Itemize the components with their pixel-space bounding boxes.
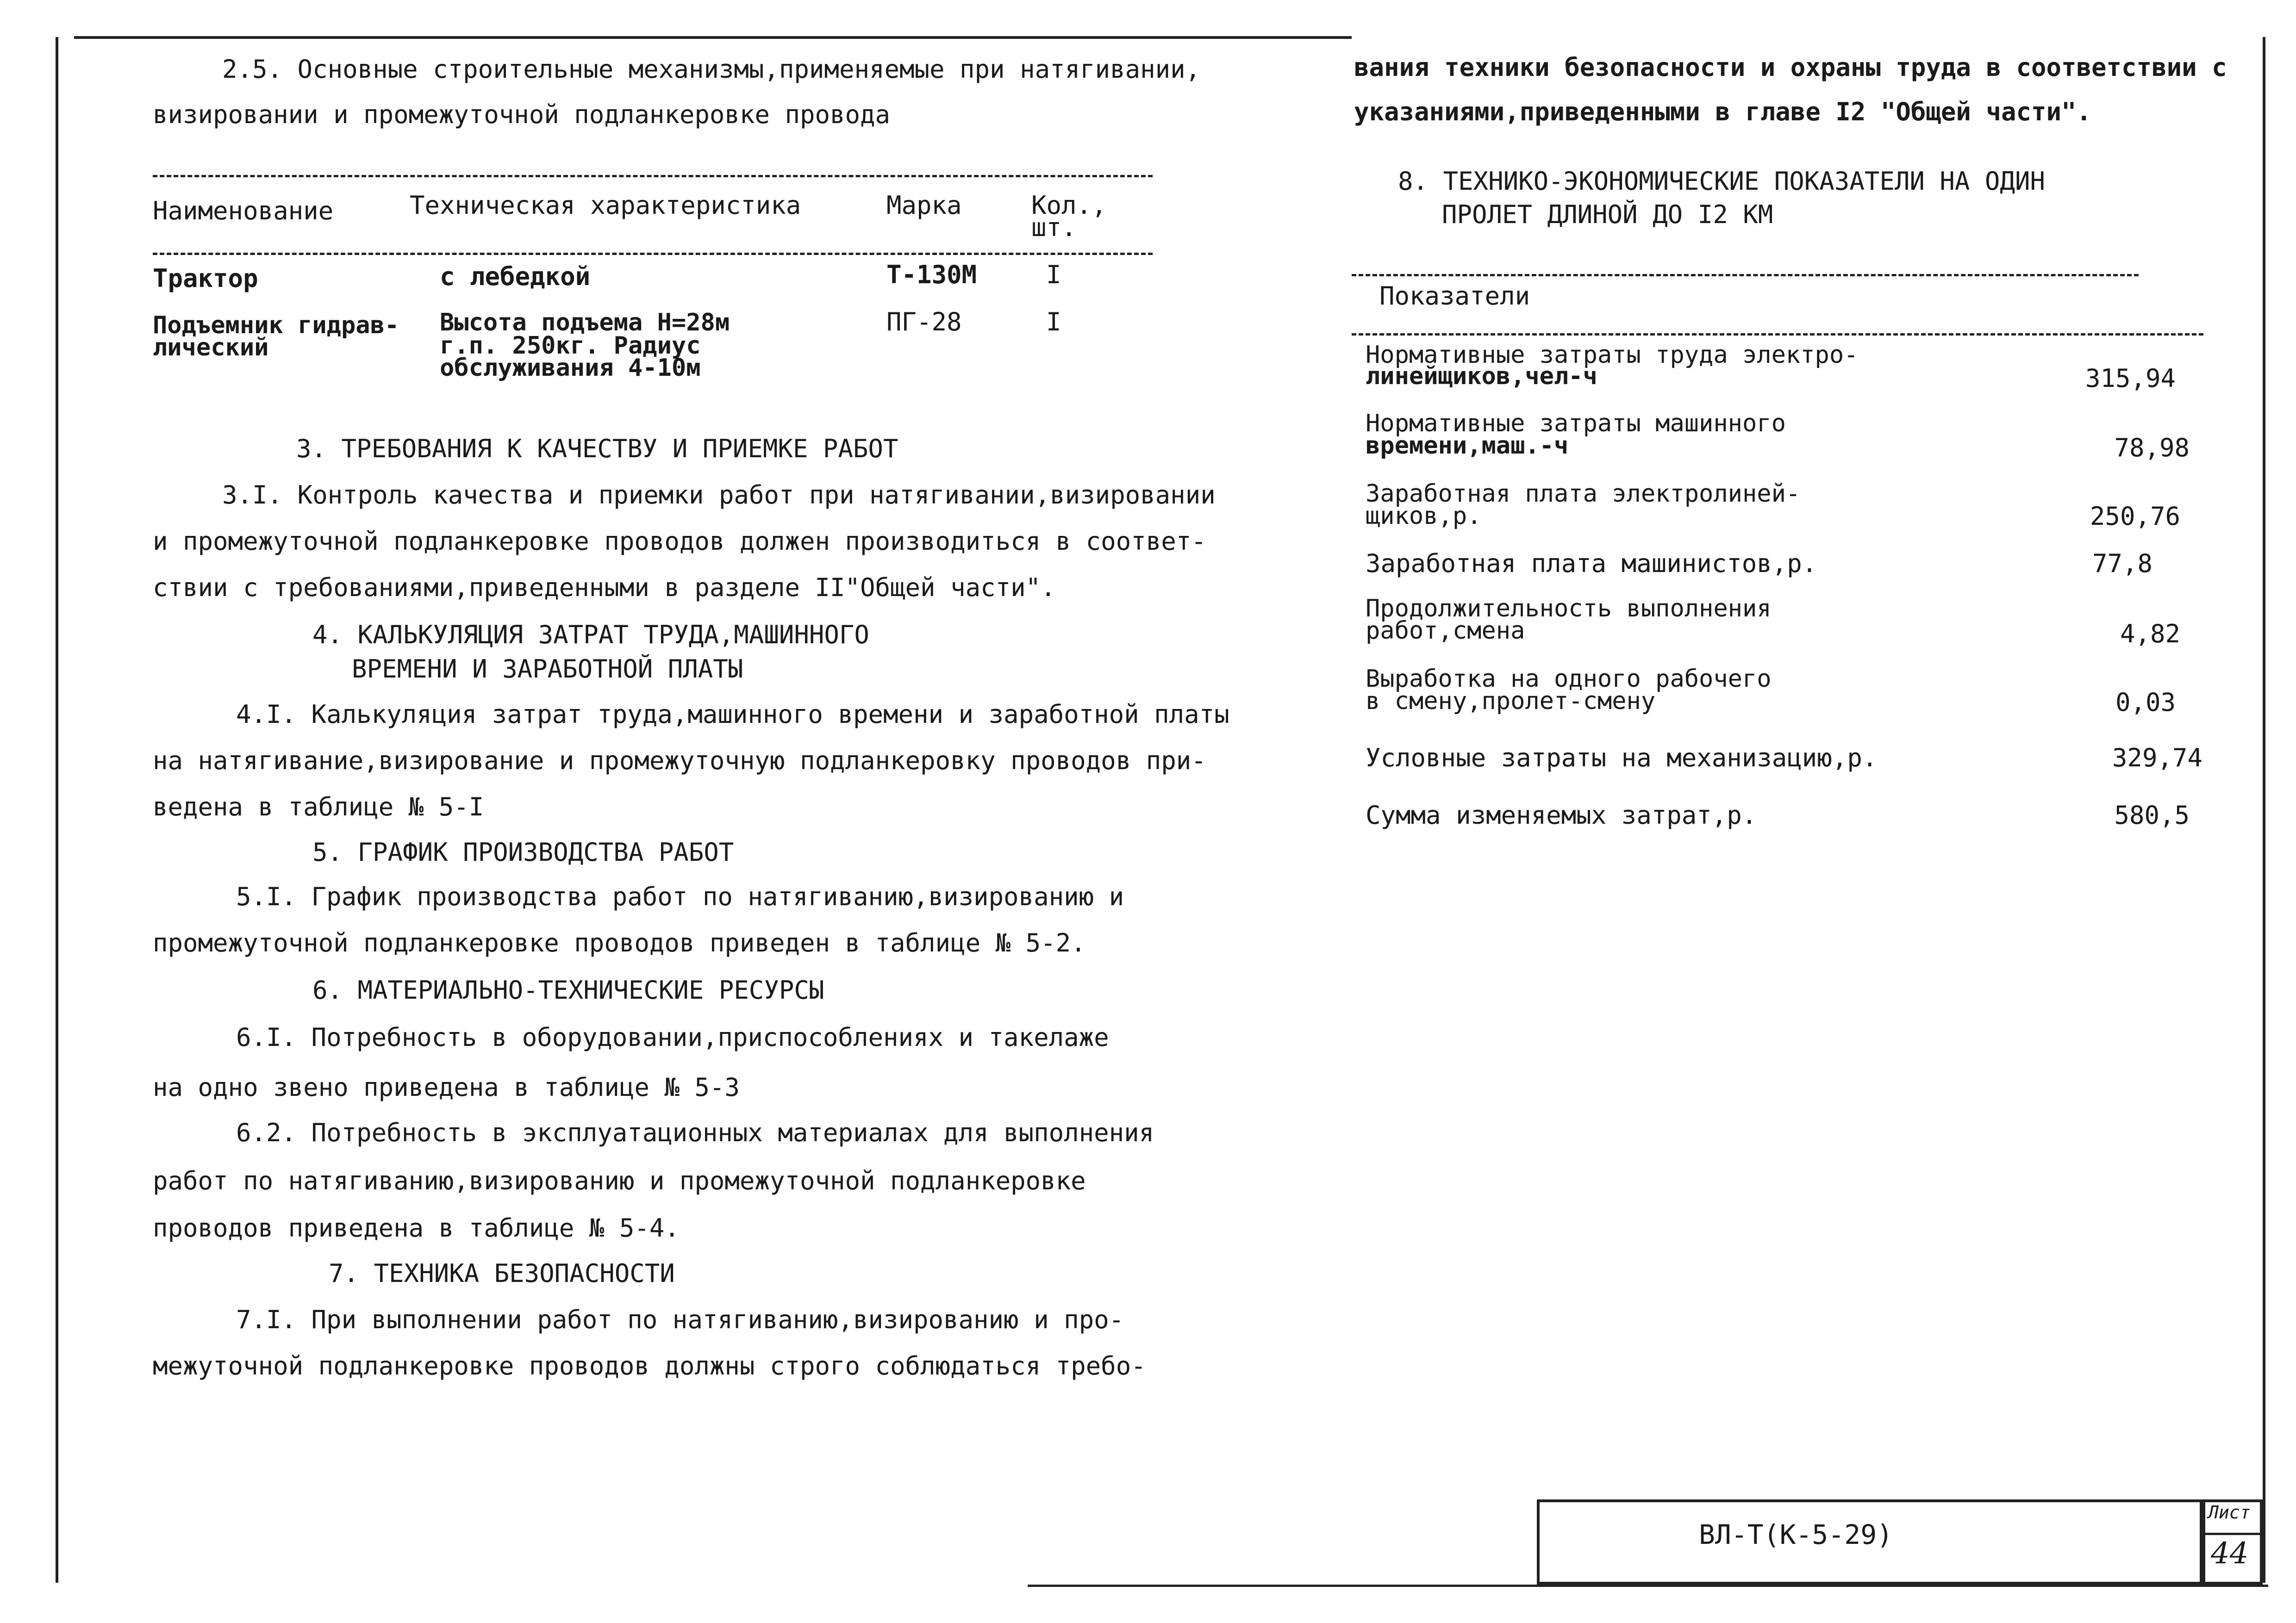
document-code: ВЛ-Т(К-5-29) xyxy=(1699,1519,1893,1550)
indicator-7-label: Условные затраты на механизацию,р. xyxy=(1366,743,1878,772)
frame-right-border xyxy=(2263,37,2265,1583)
indicator-3-label-2: щиков,р. xyxy=(1366,502,1482,530)
para-5-1-line-2: промежуточной подланкеровке проводов приведен в таблице № 5-2. xyxy=(153,928,1086,958)
heading-7: 7. ТЕХНИКА БЕЗОПАСНОСТИ xyxy=(329,1259,675,1288)
para-4-1-line-2: на натягивание,визирование и промежуточную подланкеровку проводов при- xyxy=(153,746,1206,775)
para-6-2-line-1: 6.2. Потребность в эксплуатационных материалах для выполнения xyxy=(236,1118,1154,1147)
indicator-6-label-2: в смену,пролет-смену xyxy=(1366,687,1656,715)
section-2-5-line-2: визировании и промежуточной подланкеровке провода xyxy=(153,100,891,129)
para-7-1-line-1: 7.I. При выполнении работ по натягиванию,визированию и про- xyxy=(236,1305,1124,1334)
indicator-3-value: 250,76 xyxy=(2090,502,2180,531)
table-row-1-spec: с лебедкой xyxy=(440,262,591,291)
indicator-1-label-1: Нормативные затраты труда электро- xyxy=(1366,341,1859,369)
para-6-1-line-1: 6.I. Потребность в оборудовании,приспособлениях и такелаже xyxy=(236,1023,1109,1052)
table-row-1-name: Трактор xyxy=(153,264,258,293)
para-6-1-line-2: на одно звено приведена в таблице № 5-3 xyxy=(153,1073,740,1102)
table-header-name: Наименование xyxy=(153,196,334,225)
table-row-1-mark: Т-130М xyxy=(886,260,977,289)
para-5-1-line-1: 5.I. График производства работ по натягиванию,визированию и xyxy=(236,882,1124,911)
table-row-2-name-2: лический xyxy=(153,334,269,361)
heading-3: 3. ТРЕБОВАНИЯ К КАЧЕСТВУ И ПРИЕМКЕ РАБОТ xyxy=(296,434,898,463)
table-row-2-name-1: Подъемник гидрав- xyxy=(153,311,399,339)
para-3-1-line-1: 3.I. Контроль качества и приемки работ при натягивании,визировании xyxy=(222,480,1216,510)
frame-bottom-border xyxy=(1028,1585,2268,1587)
indicator-5-label-1: Продолжительность выполнения xyxy=(1366,595,1772,622)
table-row-2-mark: ПГ-28 xyxy=(886,307,962,336)
indicator-6-value: 0,03 xyxy=(2115,688,2176,717)
indicator-1-value: 315,94 xyxy=(2085,364,2176,393)
para-3-1-line-3: ствии с требованиями,приведенными в разделе II"Общей части". xyxy=(153,573,1056,602)
heading-8-line-2: ПРОЛЕТ ДЛИНОЙ ДО I2 КМ xyxy=(1442,200,1773,229)
frame-left-border xyxy=(56,37,58,1583)
section-2-5-line-1: 2.5. Основные строительные механизмы,применяемые при натягивании, xyxy=(222,55,1201,84)
frame-top-border xyxy=(74,36,1352,39)
table-header-qty: Кол., xyxy=(1031,191,1107,220)
heading-6: 6. МАТЕРИАЛЬНО-ТЕХНИЧЕСКИЕ РЕСУРСЫ xyxy=(312,976,824,1005)
indicator-1-label-2: линейщиков,чел-ч xyxy=(1366,362,1597,390)
heading-5: 5. ГРАФИК ПРОИЗВОДСТВА РАБОТ xyxy=(312,838,734,867)
para-3-1-line-2: и промежуточной подланкеровке проводов должен производиться в соответ- xyxy=(153,527,1206,556)
indicator-5-label-2: работ,смена xyxy=(1366,617,1525,645)
sheet-label: Лист xyxy=(2208,1502,2251,1523)
table-row-2-spec-2: г.п. 250кг. Радиус xyxy=(440,332,701,360)
indicators-header-rule xyxy=(1352,333,2203,336)
para-4-1-line-3: ведена в таблице № 5-I xyxy=(153,792,484,821)
indicator-2-label-2: времени,маш.-ч xyxy=(1366,432,1569,460)
indicator-6-label-1: Выработка на одного рабочего xyxy=(1366,665,1772,693)
para-7-cont-line-2: указаниями,приведенными в главе I2 "Общей части". xyxy=(1354,97,2092,126)
indicator-4-value: 77,8 xyxy=(2092,549,2152,578)
para-4-1-line-1: 4.I. Калькуляция затрат труда,машинного времени и заработной платы xyxy=(236,700,1229,729)
para-7-cont-line-1: вания техники безопасности и охраны труда в соответствии с xyxy=(1354,53,2227,82)
para-6-2-line-3: проводов приведена в таблице № 5-4. xyxy=(153,1213,680,1243)
para-6-2-line-2: работ по натягиванию,визированию и промежуточной подланкеровке xyxy=(153,1166,1086,1195)
table-header-spec: Техническая характеристика xyxy=(410,191,801,220)
indicator-4-label: Заработная плата машинистов,р. xyxy=(1366,549,1817,578)
sheet-box-divider xyxy=(2202,1533,2263,1535)
sheet-number: 44 xyxy=(2211,1536,2249,1571)
heading-8-line-1: 8. ТЕХНИКО-ЭКОНОМИЧЕСКИЕ ПОКАЗАТЕЛИ НА ОДИН xyxy=(1398,167,2045,196)
table-top-rule xyxy=(153,175,1153,177)
heading-4-line-1: 4. КАЛЬКУЛЯЦИЯ ЗАТРАТ ТРУДА,МАШИННОГО xyxy=(312,620,869,649)
table-header-rule xyxy=(153,253,1153,255)
para-7-1-line-2: межуточной подланкеровке проводов должны строго соблюдаться требо- xyxy=(153,1351,1146,1380)
table-row-2-qty: I xyxy=(1046,307,1061,336)
table-header-mark: Марка xyxy=(886,191,962,220)
indicator-2-value: 78,98 xyxy=(2114,433,2190,462)
indicators-top-rule xyxy=(1352,274,2139,276)
indicator-5-value: 4,82 xyxy=(2120,619,2180,648)
table-row-1-qty: I xyxy=(1046,260,1061,289)
heading-4-line-2: ВРЕМЕНИ И ЗАРАБОТНОЙ ПЛАТЫ xyxy=(352,654,743,684)
table-row-2-spec-3: обслуживания 4-10м xyxy=(440,354,701,382)
indicator-7-value: 329,74 xyxy=(2112,743,2202,772)
indicator-3-label-1: Заработная плата электролиней- xyxy=(1366,480,1801,508)
indicators-column-header: Показатели xyxy=(1379,281,1530,311)
table-header-qty-unit: шт. xyxy=(1031,213,1077,242)
indicator-8-value: 580,5 xyxy=(2114,801,2190,830)
indicator-8-label: Сумма изменяемых затрат,р. xyxy=(1366,801,1757,830)
table-row-2-spec-1: Высота подъема Н=28м xyxy=(440,309,730,336)
indicator-2-label-1: Нормативные затраты машинного xyxy=(1366,410,1786,437)
